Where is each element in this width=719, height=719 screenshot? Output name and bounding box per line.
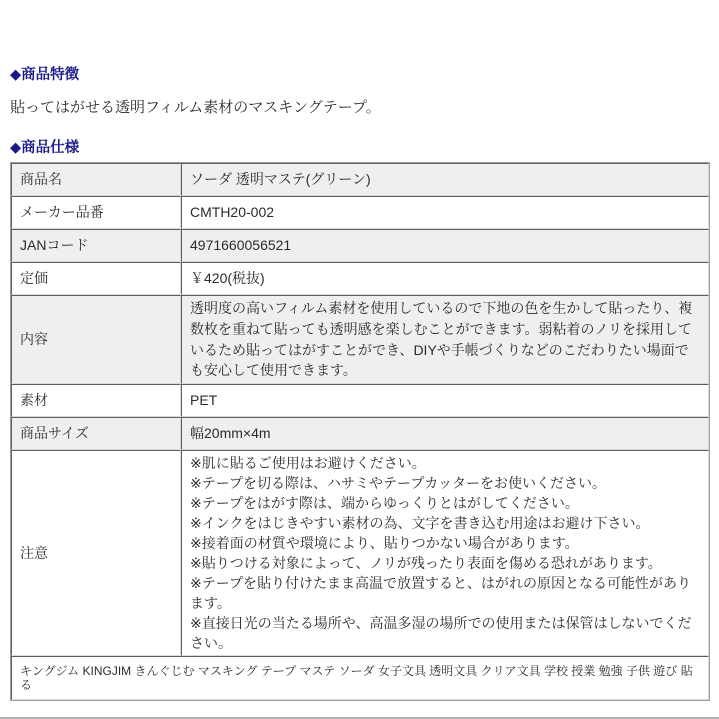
spec-row-value: ￥420(税抜) xyxy=(181,262,709,295)
spec-table xyxy=(10,162,710,701)
spec-row-label: 商品サイズ xyxy=(11,417,181,450)
spec-row-label: 素材 xyxy=(11,384,181,417)
specs-heading: ◆商品仕様 xyxy=(10,140,80,156)
spec-row-value: 4971660056521 xyxy=(181,229,709,262)
caution-line: ※貼りつける対象によって、ノリが残ったり表面を傷める恐れがあります。 xyxy=(190,555,662,571)
spec-row-label: 定価 xyxy=(11,262,181,295)
spec-row xyxy=(11,229,709,262)
spec-row xyxy=(11,450,709,656)
spec-row xyxy=(11,196,709,229)
spec-row-label: 内容 xyxy=(11,295,181,384)
spec-row-label: メーカー品番 xyxy=(11,196,181,229)
features-heading: ◆商品特徴 xyxy=(10,67,80,83)
spec-row xyxy=(11,163,709,196)
keywords-row xyxy=(11,656,709,700)
spec-row-value: PET xyxy=(181,384,709,417)
spec-row-value: ソーダ 透明マステ(グリーン) xyxy=(181,163,709,196)
spec-row-value: 幅20mm×4m xyxy=(181,417,709,450)
spec-row-value: 透明度の高いフィルム素材を使用しているので下地の色を生かして貼ったり、複数枚を重ねて貼っても透明感を楽しむことができます。弱粘着のノリを採用しているため貼ってはがすことができ、DIYや手帳づくりなどのこだわりたい場面でも安心して使用できます。 xyxy=(181,295,709,384)
spec-table-body xyxy=(11,163,709,700)
spec-row xyxy=(11,295,709,384)
spec-row xyxy=(11,417,709,450)
spec-row-value: CMTH20-002 xyxy=(181,196,709,229)
caution-line: ※接着面の材質や環境により、貼りつかない場合があります。 xyxy=(190,535,579,551)
spec-row-label: 注意 xyxy=(11,450,181,656)
caution-line: ※肌に貼るご使用はお避けください。 xyxy=(190,455,426,471)
spec-row-label: JANコード xyxy=(11,229,181,262)
spec-row-label: 商品名 xyxy=(11,163,181,196)
caution-line: ※テープを切る際は、ハサミやテープカッターをお使いください。 xyxy=(190,475,607,491)
caution-line: ※インクをはじきやすい素材の為、文字を書き込む用途はお避け下さい。 xyxy=(190,515,650,531)
spec-row xyxy=(11,384,709,417)
caution-line: ※テープを貼り付けたまま高温で放置すると、はがれの原因となる可能性があります。 xyxy=(190,575,692,611)
caution-line: ※直接日光の当たる場所や、高温多湿の場所での使用または保管はしないでください。 xyxy=(190,615,692,651)
keywords-text: キングジム KINGJIM きんぐじむ マスキング テープ マステ ソーダ 女子文具 透明文具 クリア文具 学校 授業 勉強 子供 遊び 貼る xyxy=(11,656,709,700)
spec-row-value xyxy=(181,450,709,656)
caution-line: ※テープをはがす際は、端からゆっくりとはがしてください。 xyxy=(190,495,579,511)
features-text: 貼ってはがせる透明フィルム素材のマスキングテープ。 xyxy=(10,99,381,116)
spec-row xyxy=(11,262,709,295)
